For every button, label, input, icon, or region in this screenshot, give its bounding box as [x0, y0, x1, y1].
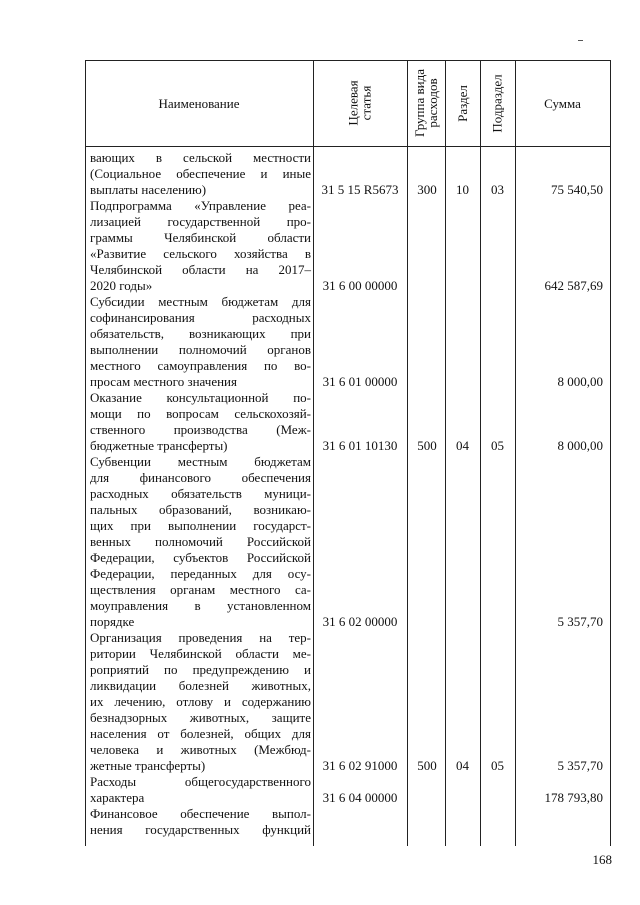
row-name-line: местного самоуправления по во- — [90, 358, 311, 373]
row-sum: 8 000,00 — [557, 438, 603, 453]
row-target-code: 31 6 02 00000 — [322, 614, 398, 629]
row-subsection: 03 — [491, 182, 504, 197]
row-name-line: выполнении полномочий органов — [90, 342, 311, 357]
row-target-code: 31 6 00 00000 — [322, 278, 398, 293]
header-group — [407, 60, 445, 146]
header-code — [313, 60, 407, 146]
row-name-line: нения государственных функций — [90, 822, 311, 837]
row-name-line: жетные трансферты) — [90, 758, 206, 773]
row-name-line: для финансового обеспечения — [90, 470, 311, 485]
row-name-line: ственного производства (Меж- — [90, 422, 311, 437]
row-name-line: бюджетные трансферты) — [90, 438, 228, 453]
header-sum — [515, 60, 610, 146]
row-name-line: «Развитие сельского хозяйства в — [90, 246, 311, 261]
row-expense-group: 500 — [417, 438, 437, 453]
row-name-line: просам местного значения — [90, 374, 237, 389]
header-code-line1: Целевая — [345, 80, 361, 126]
row-name-line: щих при выполнении государст- — [90, 518, 311, 533]
page-number: 168 — [592, 852, 612, 867]
header-name-label: Наименование — [158, 95, 240, 111]
page-mark-dash — [578, 40, 583, 41]
row-name-line: безнадзорных животных, защите — [90, 710, 311, 725]
row-name — [90, 294, 311, 390]
row-name-line: моуправления в установленном — [90, 598, 311, 613]
header-subsection-label: Подраздел — [490, 73, 506, 133]
row-name-line: порядке — [90, 614, 135, 629]
header-group-line1: Группа вида — [412, 69, 428, 137]
row-name-line: Федерации, субъектов Российской — [90, 550, 311, 565]
row-name — [90, 390, 311, 454]
row-name-line: их лечению, отлову и содержанию — [90, 694, 311, 709]
row-name-line: Организация проведения на тер- — [90, 630, 311, 645]
row-name-line: Оказание консультационной по- — [90, 390, 311, 405]
row-name-line: мощи по вопросам сельскохозяй- — [90, 406, 311, 421]
row-target-code: 31 6 04 00000 — [322, 790, 398, 805]
column-divider — [515, 60, 516, 846]
row-expense-group: 300 — [417, 182, 437, 197]
row-name-line: Субвенции местным бюджетам — [90, 454, 311, 469]
row-section: 04 — [456, 758, 469, 773]
header-section — [445, 60, 480, 146]
row-target-code: 31 5 15 R5673 — [321, 182, 399, 197]
table-border-left — [85, 60, 86, 846]
header-sum-label: Сумма — [544, 95, 581, 111]
row-target-code: 31 6 01 10130 — [322, 438, 398, 453]
header-name — [85, 60, 313, 146]
row-name — [90, 198, 311, 294]
row-name-line: лизацией государственной про- — [90, 214, 311, 229]
row-subsection: 05 — [491, 758, 504, 773]
row-section: 10 — [456, 182, 469, 197]
row-name-line: Финансовое обеспечение выпол- — [90, 806, 311, 821]
row-name-line: роприятий по предупреждению и — [90, 662, 311, 677]
row-subsection: 05 — [491, 438, 504, 453]
row-sum: 5 357,70 — [557, 614, 603, 629]
row-section: 04 — [456, 438, 469, 453]
header-subsection — [480, 60, 515, 146]
row-name-line: Подпрограмма «Управление реа- — [90, 198, 311, 213]
row-name — [90, 774, 311, 806]
column-divider — [407, 60, 408, 846]
row-name-line: характера — [90, 790, 145, 805]
row-name-line: ществления органам местного са- — [90, 582, 311, 597]
header-group-line2: расходов — [425, 78, 441, 128]
row-name-line: вающих в сельской местности — [90, 150, 311, 165]
row-name-line: обязательств, возникающих при — [90, 326, 311, 341]
budget-table — [85, 60, 611, 846]
row-name-line: человека и животных (Межбюд- — [90, 742, 311, 757]
row-name — [90, 150, 311, 198]
row-name — [90, 806, 311, 838]
row-name-line: ликвидации болезней животных, — [90, 678, 311, 693]
row-sum: 75 540,50 — [551, 182, 603, 197]
header-section-label: Раздел — [455, 84, 470, 122]
row-name-line: Челябинской области на 2017– — [90, 262, 311, 277]
row-name-line: венных полномочий Российской — [90, 534, 311, 549]
row-sum: 178 793,80 — [544, 790, 603, 805]
row-name-line: граммы Челябинской области — [90, 230, 311, 245]
column-divider — [313, 60, 314, 846]
row-name — [90, 630, 311, 774]
row-name-line: (Социальное обеспечение и иные — [90, 166, 311, 181]
row-target-code: 31 6 02 91000 — [322, 758, 398, 773]
row-expense-group: 500 — [417, 758, 437, 773]
row-name-line: пальных образований, возникаю- — [90, 502, 311, 517]
header-divider — [85, 146, 611, 147]
row-sum: 5 357,70 — [557, 758, 603, 773]
row-name — [90, 454, 311, 630]
row-name-line: Расходы общегосударственного — [90, 774, 311, 789]
row-name-line: Федерации, переданных для осу- — [90, 566, 311, 581]
row-name-line: Субсидии местным бюджетам для — [90, 294, 311, 309]
row-name-line: выплаты населению) — [90, 182, 207, 197]
row-sum: 8 000,00 — [557, 374, 603, 389]
table-border-right — [610, 60, 611, 846]
row-name-line: населения от болезней, общих для — [90, 726, 311, 741]
row-name-line: ритории Челябинской области ме- — [90, 646, 311, 661]
header-code-line2: статья — [358, 85, 374, 121]
row-name-line: расходных обязательств муници- — [90, 486, 311, 501]
row-sum: 642 587,69 — [544, 278, 603, 293]
row-name-line: софинансирования расходных — [90, 310, 311, 325]
row-name-line: 2020 годы» — [90, 278, 153, 293]
row-target-code: 31 6 01 00000 — [322, 374, 398, 389]
